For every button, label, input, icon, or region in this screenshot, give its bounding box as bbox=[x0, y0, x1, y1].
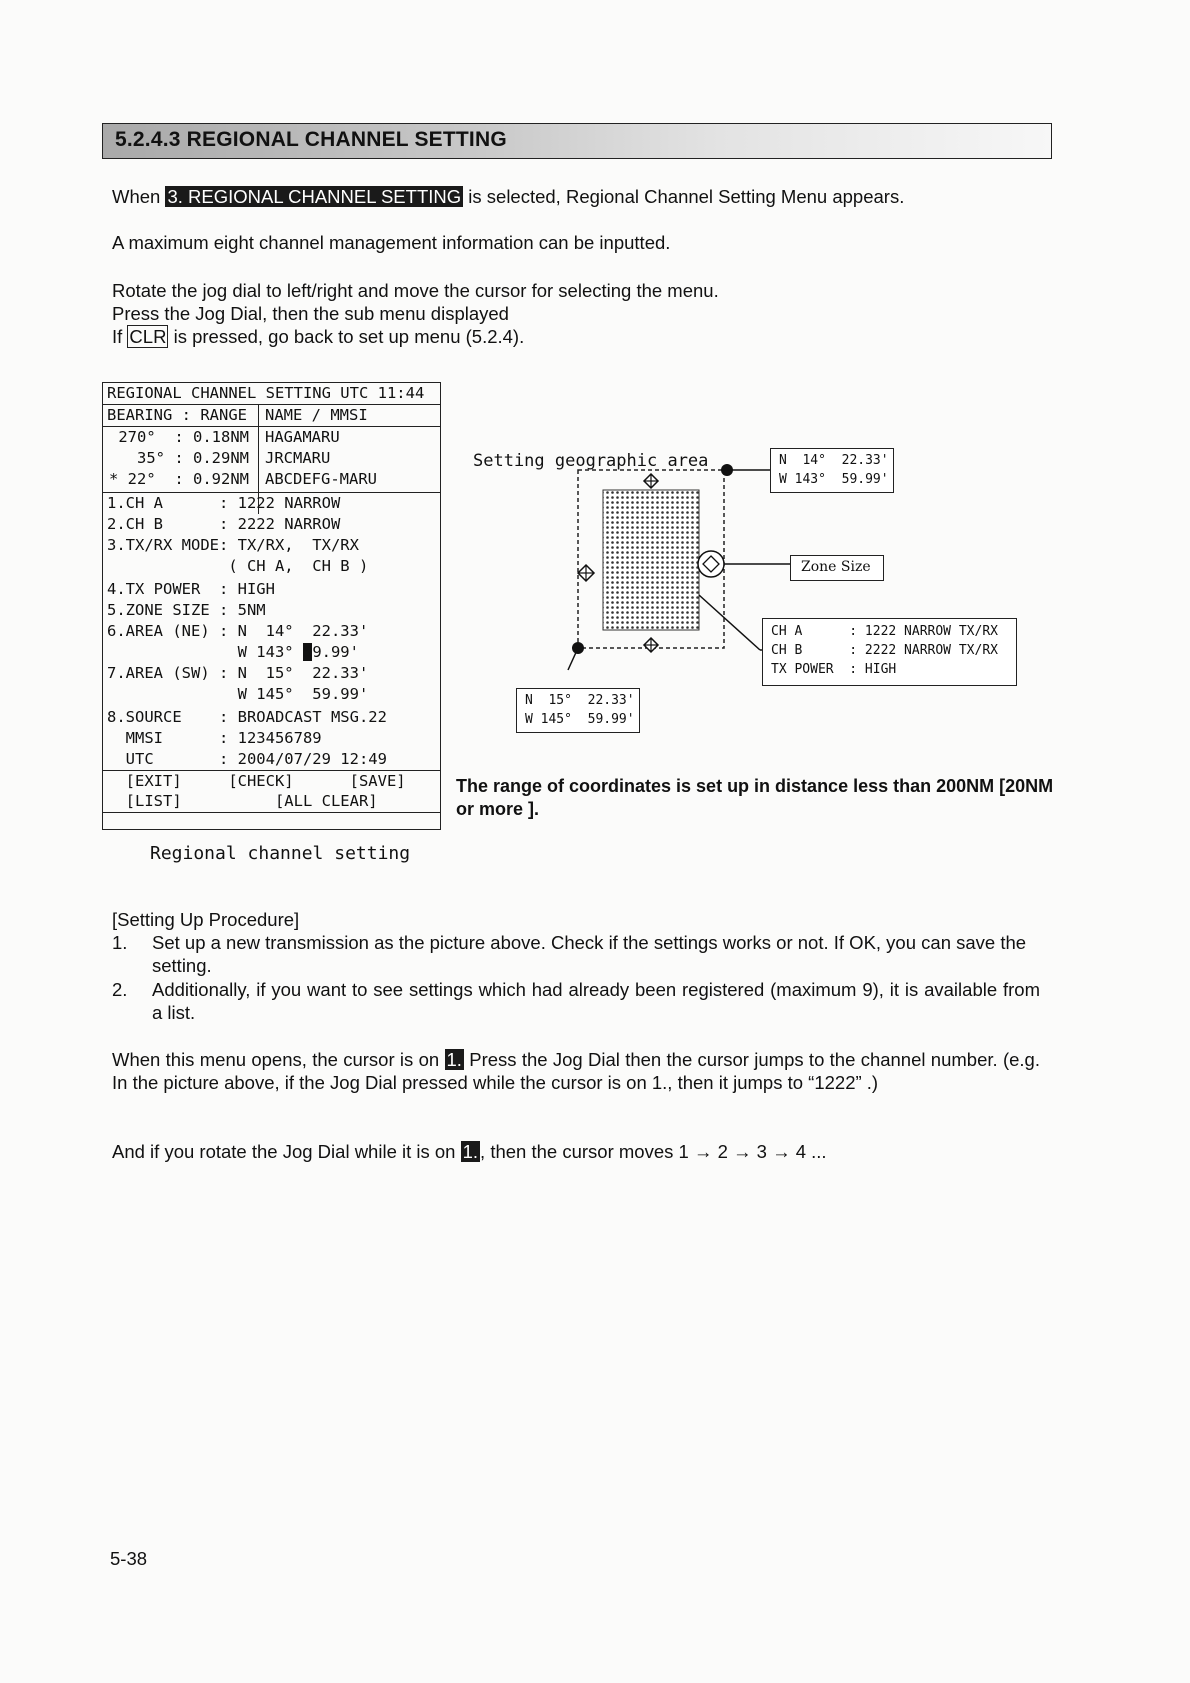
sw-coordinate-box: N 15° 22.33' W 145° 59.99' bbox=[516, 688, 640, 733]
clr-key: CLR bbox=[129, 326, 167, 347]
channel-info-box: CH A : 1222 NARROW TX/RX CH B : 2222 NARROW TX/RX TX POWER : HIGH bbox=[762, 618, 1017, 686]
menu-item-source[interactable]: 8.SOURCE : BROADCAST MSG.22 bbox=[107, 708, 387, 726]
procedure-step-1-num: 1. bbox=[112, 932, 128, 953]
procedure-step-2-num: 2. bbox=[112, 979, 128, 1000]
intro-line-5: If CLR is pressed, go back to set up menu (5.2.4). bbox=[112, 326, 525, 347]
menu-footer-row-1[interactable]: [EXIT] [CHECK] [SAVE] bbox=[107, 772, 406, 790]
cursor-paragraph: When this menu opens, the cursor is on 1. Press the Jog Dial then the cursor jumps to the channel number. (e.g. In the picture above, if the Jog Dial pressed while the cursor is on 1., then it jumps to “1222” .) bbox=[112, 1049, 1040, 1093]
menu-col-header-name: NAME / MMSI bbox=[265, 406, 368, 424]
menu-item-area-ne-w[interactable]: W 143° 59.99' bbox=[107, 643, 359, 661]
menu-item-tx-power[interactable]: 4.TX POWER : HIGH bbox=[107, 580, 275, 598]
menu-item-ch-b[interactable]: 2.CH B : 2222 NARROW bbox=[107, 515, 341, 533]
menu-item-ch-a[interactable]: 1.CH A : 1222 NARROW bbox=[107, 494, 341, 512]
intro-line-3: Rotate the jog dial to left/right and move the cursor for selecting the menu. bbox=[112, 280, 719, 301]
ne-coordinate-box: N 14° 22.33' W 143° 59.99' bbox=[770, 448, 894, 493]
intro-line-2: A maximum eight channel management information can be inputted. bbox=[112, 232, 671, 253]
menu-item-area-sw-w[interactable]: W 145° 59.99' bbox=[107, 685, 369, 703]
menu-col-header-bearing: BEARING : RANGE bbox=[107, 406, 247, 424]
highlighted-menu-name: 3. REGIONAL CHANNEL SETTING bbox=[167, 186, 462, 207]
zone-area bbox=[603, 490, 699, 630]
menu-item-zone-size[interactable]: 5.ZONE SIZE : 5NM bbox=[107, 601, 266, 619]
station-bearing-range: 35° : 0.29NM bbox=[109, 449, 249, 467]
menu-item-utc: UTC : 2004/07/29 12:49 bbox=[107, 750, 387, 768]
page-number: 5-38 bbox=[110, 1548, 148, 1569]
zone-size-box: Zone Size bbox=[790, 555, 884, 581]
range-note: The range of coordinates is set up in distance less than 200NM [20NM or more ]. bbox=[456, 776, 1054, 819]
menu-item-txrx-mode[interactable]: 3.TX/RX MODE: TX/RX, TX/RX bbox=[107, 536, 359, 554]
menu-item-area-sw[interactable]: 7.AREA (SW) : N 15° 22.33' bbox=[107, 664, 369, 682]
station-name: HAGAMARU bbox=[265, 428, 340, 446]
setting-area-label: Setting geographic area bbox=[473, 451, 709, 471]
key-1: 1. bbox=[462, 1141, 479, 1162]
station-name: JRCMARU bbox=[265, 449, 331, 467]
menu-item-area-ne[interactable]: 6.AREA (NE) : N 14° 22.33' bbox=[107, 622, 369, 640]
intro-line-4: Press the Jog Dial, then the sub menu displayed bbox=[112, 303, 509, 324]
station-bearing-range: * 22° : 0.92NM bbox=[109, 470, 249, 488]
key-1: 1. bbox=[446, 1049, 462, 1070]
menu-caption: Regional channel setting bbox=[150, 843, 411, 864]
section-title: 5.2.4.3 REGIONAL CHANNEL SETTING bbox=[115, 128, 507, 151]
intro-line-1: When 3. REGIONAL CHANNEL SETTING is selected, Regional Channel Setting Menu appears. bbox=[112, 186, 905, 207]
section-header bbox=[102, 123, 1052, 159]
menu-footer-row-2[interactable]: [LIST] [ALL CLEAR] bbox=[107, 792, 378, 810]
regional-channel-menu bbox=[102, 382, 441, 830]
menu-item-mmsi: MMSI : 123456789 bbox=[107, 729, 322, 747]
menu-title: REGIONAL CHANNEL SETTING UTC 11:44 bbox=[107, 384, 425, 402]
rotate-paragraph: And if you rotate the Jog Dial while it is on 1. , then the cursor moves 1 → 2 → 3 → 4 ... bbox=[112, 1141, 827, 1162]
cursor-block: 5 bbox=[302, 643, 313, 661]
procedure-step-2-text: Additionally, if you want to see settings which had already been registered (maximum 9), it is available from a list. bbox=[152, 979, 1040, 1023]
station-bearing-range: 270° : 0.18NM bbox=[109, 428, 249, 446]
menu-item-txrx-mode-sub: ( CH A, CH B ) bbox=[107, 557, 369, 575]
station-name: ABCDEFG-MARU bbox=[265, 470, 377, 488]
procedure-step-1-text: Set up a new transmission as the picture above. Check if the settings works or not. If OK, you can save the setting. bbox=[152, 932, 1027, 976]
procedure-heading: [Setting Up Procedure] bbox=[112, 909, 300, 930]
